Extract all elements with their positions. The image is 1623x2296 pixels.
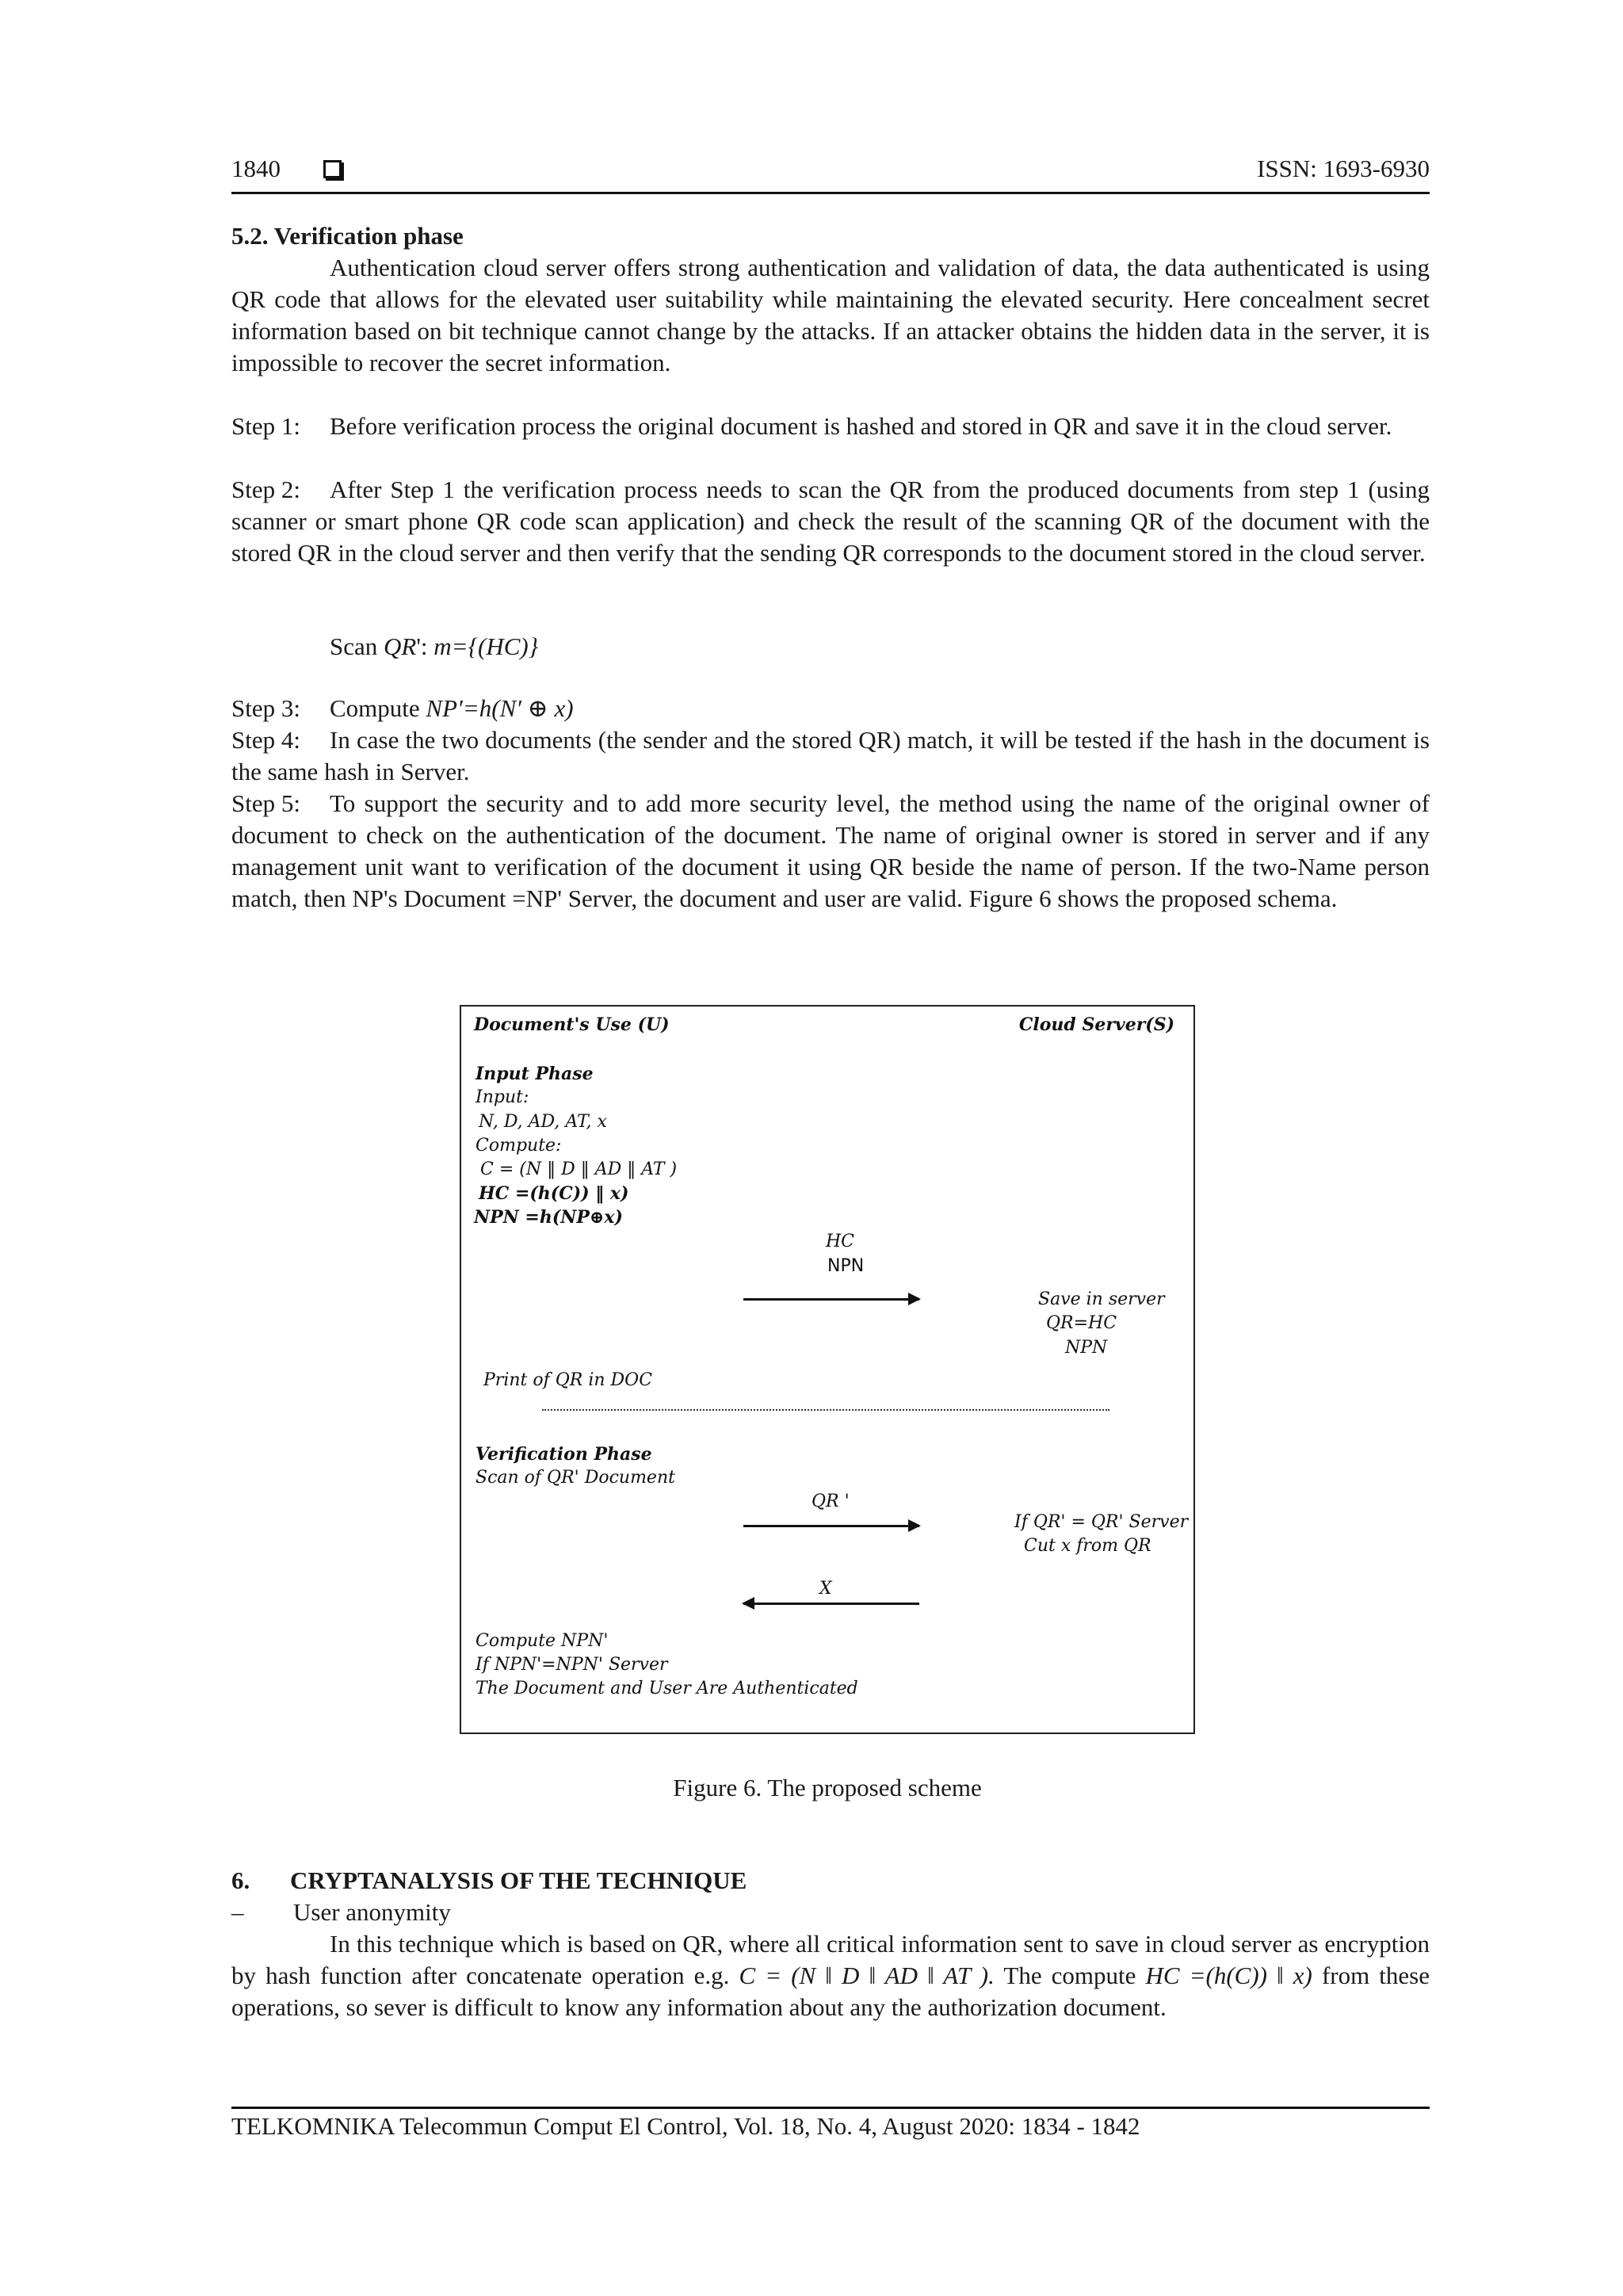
message-hc: HC [826,1232,855,1251]
step-label: Step 4: [231,726,300,754]
if-qr-match: If QR' = QR' Server [1014,1512,1189,1532]
section-6-title: CRYPTANALYSIS OF THE TECHNIQUE [290,1866,747,1894]
figure-right-header: Cloud Server(S) [1018,1014,1174,1035]
step-label: Step 3: [231,694,300,722]
step-4 [231,724,1430,788]
step-label: Step 1: [231,412,300,440]
step-label: Step 2: [231,476,300,503]
message-qr-prime: QR ' [812,1492,850,1511]
step-3-formula-lhs: NP′ [426,694,463,722]
step-3 [231,693,574,724]
arrow-left [743,1603,919,1605]
scan-qr: QR [384,632,417,660]
input-phase-label: Input Phase [475,1064,594,1084]
bullet-user-anonymity: User anonymity [293,1898,451,1926]
step-text: After Step 1 the verification process needs to scan the QR from the produced documents from step 1 (using scanner or smart phone QR code scan application) and check the result of the scanning QR of the document with the stored QR in the cloud server and then verify that the sending QR corresponds to the document stored in the cloud server. [231,476,1430,567]
arrow-right-1 [743,1298,919,1301]
npn-formula: NPN =h(NP⊕x) [474,1207,623,1228]
section-5-2-title: 5.2. Verification phase [231,222,464,250]
step-label: Step 5: [231,789,300,817]
inline-formula-c: C = (N ‖ D ‖ AD ‖ AT ). [739,1962,995,1989]
footer-citation: TELKOMNIKA Telecommun Comput El Control, Vol. 18, No. 4, August 2020: 1834 - 1842 [231,2112,1140,2140]
issn: ISSN: 1693-6930 [1257,155,1430,182]
scan-prefix: Scan [330,632,384,660]
cut-x-from-qr: Cut x from QR [1024,1536,1151,1556]
qr-eq-hc: QR=HC [1046,1313,1117,1333]
scan-qr-document: Scan of QR' Document [475,1468,675,1488]
page-number: 1840 [231,155,281,182]
inline-formula-hc: HC =(h(C)) ‖ x) [1145,1962,1312,1989]
scan-formula: m={(HC)} [433,632,539,660]
compute-npn-prime: Compute NPN' [475,1631,609,1651]
step-text: To support the security and to add more security level, the method using the name of the original owner of document to check on the authentication of the document. The name of original owner is stored in server and if any management unit want to verification of the document it using QR beside the name of person. If the two-Name person match, then NP's Document =NP' Server, the document and user are valid. Figure 6 shows the proposed schema. [231,789,1430,912]
message-x: X [819,1579,832,1599]
square-bullet-icon [323,160,342,178]
footer-rule [231,2107,1430,2109]
arrow-right-2 [743,1525,919,1527]
bullet-dash: – [231,1898,244,1926]
step-3-formula-rhs: =h(N′ ⊕ x) [462,694,574,722]
step-3-prefix: Compute [330,694,426,722]
if-npn-match: If NPN'=NPN' Server [475,1655,668,1675]
paragraph-text: from these operations, so sever is difficult to know any information about any the authorization document. [231,1962,1430,2021]
message-npn: NPN [827,1256,865,1276]
step-1 [231,411,1430,442]
hc-formula: HC =(h(C)) ‖ x) [479,1183,629,1204]
input-label: Input: [475,1087,529,1107]
input-values: N, D, AD, AT, x [479,1112,607,1132]
paragraph-text: In this technique which is based on QR, where all critical information sent to save in cloud server as encryption by hash function after concatenate operation e.g. [231,1930,1430,1989]
section-6-paragraph [231,1928,1430,2023]
authenticated-text: The Document and User Are Authenticated [475,1679,858,1698]
print-qr: Print of QR in DOC [483,1370,653,1390]
step-text: Before verification process the original document is hashed and stored in QR and save it in the cloud server. [330,412,1392,440]
verification-phase-label: Verification Phase [475,1444,652,1465]
step-text: In case the two documents (the sender and the stored QR) match, it will be tested if the hash in the document is the same hash in Server. [231,726,1430,785]
figure-caption: Figure 6. The proposed scheme [673,1774,982,1801]
compute-label: Compute: [475,1136,562,1156]
phase-separator [542,1409,1109,1411]
server-npn: NPN [1065,1338,1108,1358]
scan-middle: ': [416,632,434,660]
paragraph-text: The compute [994,1962,1146,1989]
figure-left-header: Document's Use (U) [474,1014,670,1035]
step-5 [231,788,1430,915]
header-rule [231,192,1430,194]
scheme-figure [460,1005,1195,1734]
scan-formula-line [330,631,538,663]
step-2 [231,474,1430,569]
section-6-number: 6. [231,1866,250,1894]
c-formula: C = (N ‖ D ‖ AD ‖ AT ) [480,1159,678,1179]
save-in-server: Save in server [1038,1289,1165,1309]
section-5-2-paragraph: Authentication cloud server offers strong authentication and validation of data, the data authenticated is using QR code that allows for the elevated user suitability while maintaining the elevated security. Here concealment secret information based on bit technique cannot change by the attacks. If an attacker obtains the hidden data in the server, it is impossible to recover the secret information. [231,254,1430,376]
